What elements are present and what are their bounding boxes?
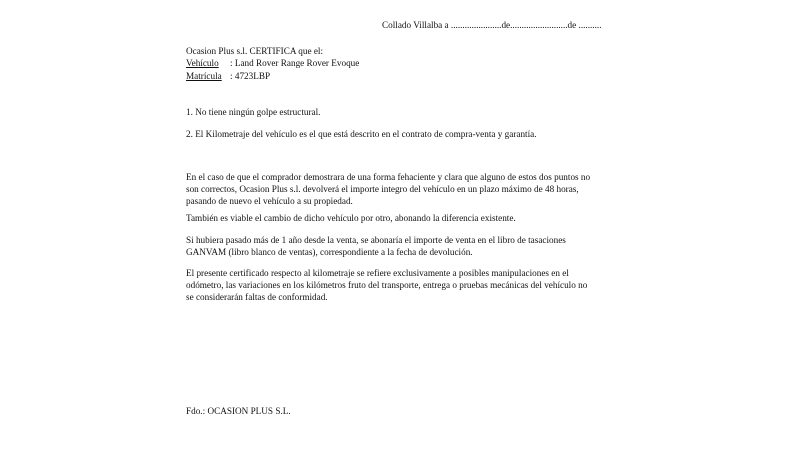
paragraph-line: También es viable el cambio de dicho vehículo por otro, abonando la diferencia existente.: [186, 213, 516, 223]
certifica-heading: Ocasion Plus s.l. CERTIFICA que el:: [186, 46, 324, 56]
paragraph-line: Si hubiera pasado más de 1 año desde la venta, se abonaría el importe de venta en el libro de tasaciones: [186, 235, 566, 245]
point-1: 1. No tiene ningún golpe estructural.: [186, 107, 321, 117]
vehiculo-value: : Land Rover Range Rover Evoque: [230, 58, 360, 68]
paragraph-line: son correctos, Ocasion Plus s.l. devolverá el importe integro del vehículo en un plazo máximo de 48 horas,: [186, 184, 579, 194]
vehicle-row: [186, 57, 359, 69]
matricula-value: : 4723LBP: [230, 71, 271, 81]
paragraph-ganvam: [186, 234, 616, 258]
vehiculo-label: Vehículo: [186, 58, 219, 68]
paragraph-line: pasando de nuevo el vehículo a su propiedad.: [186, 196, 353, 206]
paragraph-line: se considerarán faltas de conformidad.: [186, 292, 328, 302]
paragraph-line: El presente certificado respecto al kilometraje se refiere exclusivamente a posibles manipulaciones en el: [186, 268, 569, 278]
signature-line: Fdo.: OCASION PLUS S.L.: [186, 406, 291, 416]
paragraph-line: odómetro, las variaciones en los kilómetros fruto del transporte, entrega o pruebas mecánicas del vehículo no: [186, 280, 588, 290]
place-date-line: Collado Villalba a ......................de.........................de ..........: [382, 20, 602, 30]
paragraph-line: En el caso de que el comprador demostrara de una forma fehaciente y clara que alguno de estos dos puntos no: [186, 172, 591, 182]
matricula-row: [186, 70, 270, 82]
point-2: 2. El Kilometraje del vehículo es el que está descrito en el contrato de compra-venta y garantía.: [186, 129, 537, 139]
paragraph-line: GANVAM (libro blanco de ventas), correspondiente a la fecha de devolución.: [186, 247, 473, 257]
matricula-label: Matrícula: [186, 71, 222, 81]
paragraph-odometer: [186, 267, 616, 303]
paragraph-refund: [186, 171, 616, 207]
paragraph-exchange: [186, 212, 616, 224]
